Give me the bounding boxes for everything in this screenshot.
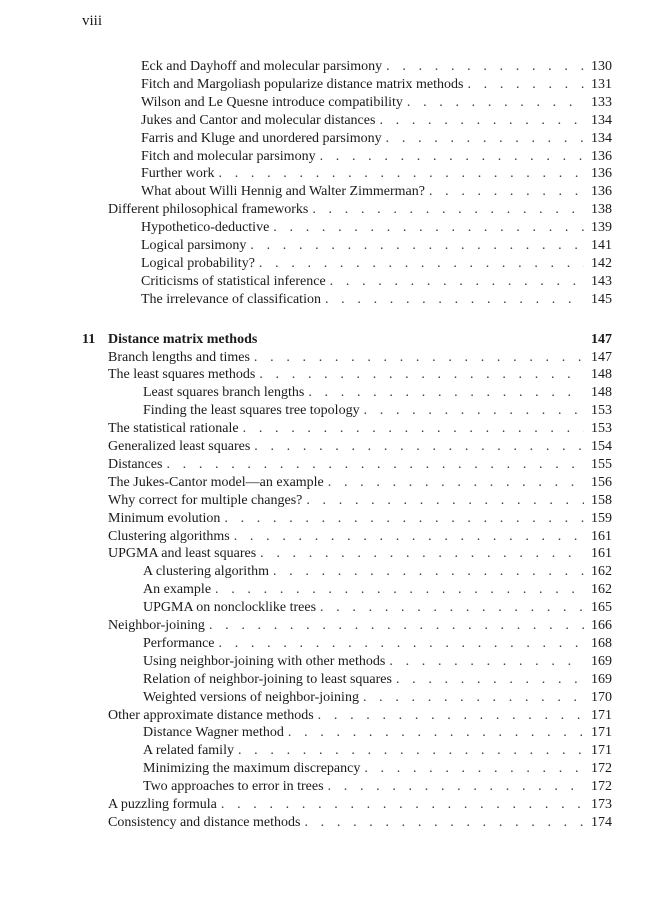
toc-entry bbox=[0, 510, 654, 528]
dot-leader bbox=[260, 545, 584, 563]
toc-entry bbox=[0, 349, 654, 367]
toc-page-number: 159 bbox=[591, 510, 612, 526]
toc-entry-text bbox=[108, 438, 584, 456]
dot-leader bbox=[389, 653, 584, 671]
toc-entry-title: Farris and Kluge and unordered parsimony bbox=[141, 130, 382, 146]
toc-entry-text bbox=[108, 707, 584, 725]
toc-page-number: 133 bbox=[591, 94, 612, 110]
dot-leader bbox=[308, 384, 584, 402]
toc-page-number: 141 bbox=[591, 238, 612, 253]
toc-entry-title: UPGMA and least squares bbox=[108, 546, 257, 562]
toc-page-number: 145 bbox=[591, 291, 612, 307]
toc-page-number: 147 bbox=[591, 349, 612, 365]
toc-entry-text bbox=[141, 76, 584, 94]
toc-entry bbox=[0, 112, 654, 130]
dot-leader bbox=[209, 617, 584, 635]
dot-leader bbox=[254, 438, 584, 456]
toc-entry-title: UPGMA on nonclocklike trees bbox=[143, 600, 317, 616]
toc-entry bbox=[0, 366, 654, 384]
toc-page-number: 174 bbox=[591, 814, 612, 830]
toc-entry-text bbox=[143, 384, 584, 402]
toc-page-number: 171 bbox=[591, 707, 612, 723]
dot-leader bbox=[254, 349, 584, 367]
toc-entry bbox=[0, 165, 654, 183]
toc-entry-text bbox=[141, 219, 584, 237]
dot-leader bbox=[320, 148, 584, 166]
dot-leader bbox=[234, 528, 584, 546]
toc-page-number: 169 bbox=[591, 671, 612, 687]
toc-entry bbox=[0, 201, 654, 219]
toc-page-number: 169 bbox=[591, 653, 612, 669]
toc-entry-text bbox=[141, 112, 584, 130]
toc-entry-title: The irrelevance of classification bbox=[141, 291, 321, 307]
dot-leader bbox=[221, 796, 584, 814]
dot-leader bbox=[363, 689, 584, 707]
toc-entry-title: Least squares branch lengths bbox=[143, 385, 305, 401]
dot-leader bbox=[407, 94, 584, 112]
toc-entry-text bbox=[108, 474, 584, 492]
toc-entry-text bbox=[108, 796, 584, 814]
dot-leader bbox=[306, 492, 584, 510]
toc-entry-title: Distances bbox=[108, 456, 163, 472]
dot-leader bbox=[259, 255, 584, 273]
dot-leader bbox=[396, 671, 584, 689]
toc-page-number: 136 bbox=[591, 184, 612, 200]
toc-entry-text bbox=[143, 760, 584, 778]
toc-entry bbox=[0, 148, 654, 166]
toc-entry bbox=[0, 237, 654, 255]
toc-entry-title: Hypothetico-deductive bbox=[141, 220, 270, 236]
dot-leader bbox=[288, 724, 584, 742]
toc-page-number: 142 bbox=[591, 255, 612, 271]
toc-entry-text bbox=[143, 635, 584, 653]
toc-entry-text bbox=[108, 492, 584, 510]
toc-entry-text bbox=[108, 510, 584, 528]
toc-entry-title: A puzzling formula bbox=[108, 797, 217, 812]
toc-page-number: 156 bbox=[591, 474, 612, 490]
toc-entry bbox=[0, 183, 654, 201]
toc-entry-title: Using neighbor-joining with other methods bbox=[143, 653, 386, 669]
toc-entry bbox=[0, 402, 654, 420]
toc-entry-text bbox=[143, 689, 584, 707]
toc-entry bbox=[0, 635, 654, 653]
toc-page-number: 155 bbox=[591, 456, 612, 472]
toc-entry-title: What about Willi Hennig and Walter Zimmerman? bbox=[141, 184, 425, 200]
toc-page-number: 168 bbox=[591, 635, 612, 651]
dot-leader bbox=[219, 165, 585, 183]
toc-entry-title: Weighted versions of neighbor-joining bbox=[143, 689, 359, 705]
toc-entry-title: A clustering algorithm bbox=[143, 564, 269, 580]
toc-entry-text bbox=[141, 130, 584, 148]
toc-entry bbox=[0, 492, 654, 510]
toc-entry-title: Performance bbox=[143, 635, 215, 651]
toc-entry-title: Neighbor-joining bbox=[108, 618, 205, 633]
toc-entry bbox=[0, 384, 654, 402]
toc-entry-title: Branch lengths and times bbox=[108, 349, 250, 365]
toc-entry-title: Logical parsimony bbox=[141, 238, 247, 253]
dot-leader bbox=[304, 814, 584, 832]
toc-entry-text bbox=[108, 349, 584, 367]
toc-entry-title: Wilson and Le Quesne introduce compatibility bbox=[141, 94, 403, 110]
dot-leader bbox=[259, 366, 584, 384]
toc-entry bbox=[0, 273, 654, 291]
toc-entry-text bbox=[108, 814, 584, 832]
toc-entry-title: An example bbox=[143, 582, 212, 598]
dot-leader bbox=[320, 599, 584, 617]
dot-leader bbox=[467, 76, 584, 94]
toc-page-number: 166 bbox=[591, 618, 612, 633]
toc-entry-text bbox=[108, 420, 584, 438]
toc-entry bbox=[0, 545, 654, 563]
toc-page-number: 172 bbox=[591, 761, 612, 777]
toc-entry-title: Distance Wagner method bbox=[143, 725, 284, 741]
toc-entry bbox=[0, 671, 654, 689]
toc-entry bbox=[0, 814, 654, 832]
toc-entry bbox=[0, 689, 654, 707]
dot-leader bbox=[224, 510, 584, 528]
toc-entry bbox=[0, 58, 654, 76]
dot-leader bbox=[250, 237, 584, 255]
toc-entry-title: The Jukes-Cantor model—an example bbox=[108, 474, 324, 490]
toc-entry-text bbox=[108, 545, 584, 563]
chapter-number: 11 bbox=[82, 331, 96, 347]
dot-leader bbox=[386, 130, 584, 148]
toc-page-number: 153 bbox=[591, 403, 612, 419]
toc-page-number: 165 bbox=[591, 600, 612, 616]
toc-entry-title: Finding the least squares tree topology bbox=[143, 403, 360, 419]
toc-entry-text bbox=[141, 183, 584, 201]
toc-entry-text bbox=[141, 291, 584, 309]
toc-page-number: 130 bbox=[591, 59, 612, 74]
toc-entry-title: Other approximate distance methods bbox=[108, 707, 314, 723]
toc-entry bbox=[0, 742, 654, 760]
toc-entry-text bbox=[141, 237, 584, 255]
page-number: viii bbox=[82, 13, 103, 29]
dot-leader bbox=[328, 474, 584, 492]
toc-page-number: 154 bbox=[591, 439, 612, 454]
toc-page-number: 136 bbox=[591, 148, 612, 164]
toc-entry bbox=[0, 76, 654, 94]
toc-entry-title: The statistical rationale bbox=[108, 421, 239, 437]
toc-entry-text bbox=[141, 273, 584, 291]
toc-page-number: 172 bbox=[591, 779, 612, 795]
toc-page-number: 138 bbox=[591, 202, 612, 218]
toc-entry bbox=[0, 456, 654, 474]
toc-entry-title: Consistency and distance methods bbox=[108, 814, 301, 830]
toc-entry-title: Jukes and Cantor and molecular distances bbox=[141, 112, 376, 128]
toc-entry-title: Fitch and molecular parsimony bbox=[141, 148, 316, 164]
dot-leader bbox=[364, 402, 584, 420]
dot-leader bbox=[243, 420, 584, 438]
toc-entry-title: Different philosophical frameworks bbox=[108, 202, 309, 218]
toc-entry-text bbox=[143, 581, 584, 599]
toc-entry-title: Clustering algorithms bbox=[108, 528, 230, 544]
toc-entry-text bbox=[108, 617, 584, 635]
toc-entry-text bbox=[143, 563, 584, 581]
toc-entry bbox=[0, 563, 654, 581]
toc-entry-title: A related family bbox=[143, 743, 234, 759]
toc-entry-text bbox=[108, 456, 584, 474]
toc-entry bbox=[0, 760, 654, 778]
dot-leader bbox=[429, 183, 584, 201]
toc-page-number: 162 bbox=[591, 582, 612, 598]
toc-entry-title: The least squares methods bbox=[108, 367, 256, 383]
toc-entry bbox=[0, 599, 654, 617]
toc-entry-text bbox=[108, 528, 584, 546]
dot-leader bbox=[328, 778, 584, 796]
dot-leader bbox=[364, 760, 584, 778]
toc-entry-text bbox=[143, 742, 584, 760]
toc-page-number: 171 bbox=[591, 743, 612, 759]
dot-leader bbox=[330, 273, 584, 291]
toc-entry-title: Why correct for multiple changes? bbox=[108, 492, 303, 508]
toc-entry-title: Two approaches to error in trees bbox=[143, 779, 324, 795]
toc-entry bbox=[0, 724, 654, 742]
toc-entry bbox=[0, 796, 654, 814]
toc-page-number: 134 bbox=[591, 130, 612, 146]
toc-entry-text bbox=[143, 653, 584, 671]
toc-page-number: 148 bbox=[591, 367, 612, 383]
toc-entry bbox=[0, 219, 654, 237]
toc-entry bbox=[0, 94, 654, 112]
toc-entry-title: Criticisms of statistical inference bbox=[141, 273, 326, 289]
toc-entry-title: Minimizing the maximum discrepancy bbox=[143, 761, 361, 777]
toc-page-number: 147 bbox=[591, 331, 612, 347]
toc-entry-title: Relation of neighbor-joining to least squares bbox=[143, 671, 392, 687]
toc-entry-text bbox=[82, 331, 584, 349]
toc-page-number: 148 bbox=[591, 385, 612, 401]
chapter-heading bbox=[0, 331, 654, 349]
dot-leader bbox=[238, 742, 584, 760]
toc-entry bbox=[0, 474, 654, 492]
toc-page-number: 139 bbox=[591, 220, 612, 236]
toc-entry-text bbox=[143, 671, 584, 689]
toc-entry-text bbox=[108, 201, 584, 219]
dot-leader bbox=[379, 112, 584, 130]
dot-leader bbox=[312, 201, 584, 219]
toc-entry-text bbox=[141, 255, 584, 273]
toc-entry bbox=[0, 653, 654, 671]
toc-page-number: 161 bbox=[591, 528, 612, 544]
toc-page-number: 170 bbox=[591, 689, 612, 705]
toc-page-number: 162 bbox=[591, 564, 612, 580]
toc-entry-title: Minimum evolution bbox=[108, 510, 221, 526]
dot-leader bbox=[318, 707, 584, 725]
toc-page-number: 171 bbox=[591, 725, 612, 741]
toc-page-number: 136 bbox=[591, 166, 612, 182]
toc-entry bbox=[0, 130, 654, 148]
toc-page-number: 143 bbox=[591, 273, 612, 289]
chapter-title: Distance matrix methods bbox=[108, 331, 258, 347]
dot-leader bbox=[325, 291, 584, 309]
toc-entry-text bbox=[143, 778, 584, 796]
toc-entry-text bbox=[141, 94, 584, 112]
toc-entry-text bbox=[141, 58, 584, 76]
toc-entry bbox=[0, 778, 654, 796]
toc-entry-text bbox=[143, 724, 584, 742]
toc-page-number: 134 bbox=[591, 112, 612, 128]
toc-entry-title: Further work bbox=[141, 166, 215, 182]
toc-entry-title: Eck and Dayhoff and molecular parsimony bbox=[141, 59, 383, 74]
toc-entry bbox=[0, 438, 654, 456]
dot-leader bbox=[215, 581, 584, 599]
toc-entry bbox=[0, 528, 654, 546]
toc-entry-text bbox=[143, 402, 584, 420]
toc-page-number: 153 bbox=[591, 421, 612, 437]
toc-entry bbox=[0, 291, 654, 309]
toc-page-number: 161 bbox=[591, 546, 612, 562]
toc-entry-text bbox=[108, 366, 584, 384]
toc-entry bbox=[0, 617, 654, 635]
dot-leader bbox=[273, 219, 584, 237]
toc-entry-text bbox=[143, 599, 584, 617]
toc-entry bbox=[0, 581, 654, 599]
dot-leader bbox=[166, 456, 584, 474]
toc-entry-text bbox=[141, 148, 584, 166]
toc-entry-text bbox=[141, 165, 584, 183]
dot-leader bbox=[219, 635, 584, 653]
toc-entry bbox=[0, 420, 654, 438]
toc-page-number: 131 bbox=[591, 76, 612, 92]
toc-entry bbox=[0, 707, 654, 725]
toc-page-number: 173 bbox=[591, 797, 612, 812]
toc-entry-title: Fitch and Margoliash popularize distance matrix methods bbox=[141, 76, 464, 92]
toc-entry-title: Generalized least squares bbox=[108, 439, 251, 454]
dot-leader bbox=[386, 58, 584, 76]
dot-leader bbox=[273, 563, 584, 581]
toc-page-number: 158 bbox=[591, 492, 612, 508]
toc-entry-title: Logical probability? bbox=[141, 255, 255, 271]
toc-entry bbox=[0, 255, 654, 273]
